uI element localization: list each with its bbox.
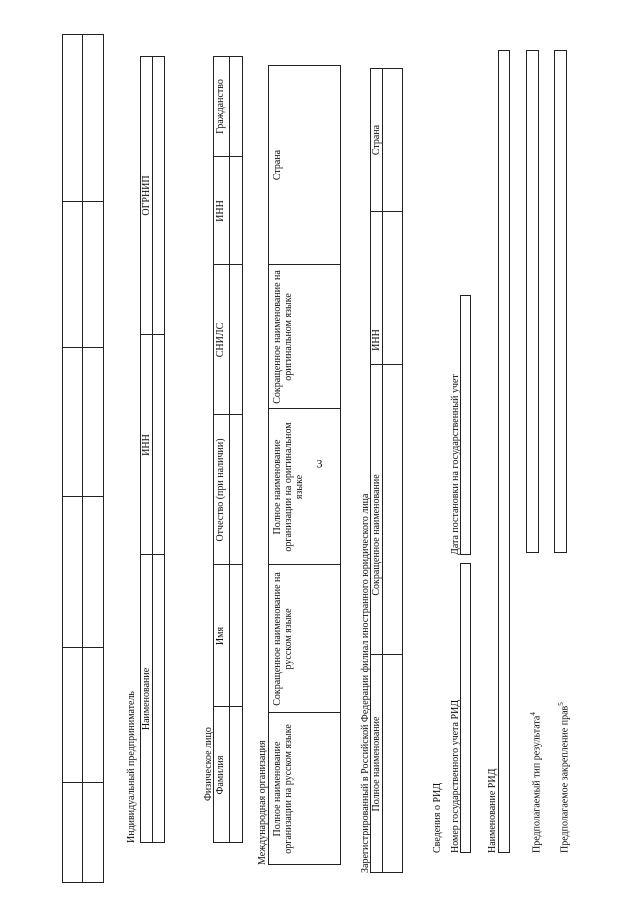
io-col-line bbox=[268, 408, 341, 409]
ind-col-snils: СНИЛС bbox=[215, 322, 226, 358]
rid-result-type-field[interactable] bbox=[526, 50, 539, 553]
rid-rights-label bbox=[556, 702, 570, 853]
rid-registration-date-label: Дата постановки на государственный учет bbox=[450, 374, 461, 555]
rid-result-type-label bbox=[528, 712, 542, 853]
io-col-line bbox=[268, 564, 341, 565]
io-col-full-name-ru: Полное наименование организации на русском языке bbox=[272, 724, 294, 854]
international-org-title: Международная организация bbox=[257, 740, 268, 865]
footnote-marker: 4 bbox=[529, 712, 537, 716]
fb-col-inn: ИНН bbox=[371, 329, 382, 351]
io-col-short-name-orig: Сокращенное наименование на оригинальном языке bbox=[272, 270, 294, 404]
continuation-col-line bbox=[62, 496, 104, 497]
rid-result-type-label-text: Предполагаемый тип результата bbox=[531, 715, 543, 853]
fb-col-country: Страна bbox=[371, 124, 382, 156]
ind-col-name: Имя bbox=[215, 626, 226, 646]
foreign-branch-title: Зарегистрированный в Российской Федерации филиал иностранного юридического лица bbox=[360, 493, 371, 873]
page-number: 3 bbox=[316, 456, 323, 471]
rid-state-reg-number-field[interactable] bbox=[460, 563, 471, 853]
continuation-table-divider bbox=[82, 34, 83, 883]
rid-rights-label-text: Предполагаемое закрепление прав bbox=[559, 705, 571, 853]
continuation-col-line bbox=[62, 647, 104, 648]
ind-col-citizenship: Гражданство bbox=[215, 79, 226, 134]
fb-col-short-name: Сокращенное наименование bbox=[371, 474, 382, 596]
rid-registration-date-field[interactable] bbox=[460, 295, 471, 555]
rid-rights-field[interactable] bbox=[554, 50, 567, 553]
individual-title: Физическое лицо bbox=[203, 727, 214, 801]
ie-col-inn: ИНН bbox=[141, 434, 152, 456]
ind-col-patronymic: Отчество (при наличии) bbox=[215, 438, 226, 542]
ind-col-inn: ИНН bbox=[215, 200, 226, 222]
rid-state-reg-number-label: Номер государственного учета РИД bbox=[450, 699, 461, 853]
continuation-table bbox=[62, 34, 104, 883]
rid-name-label: Наименование РИД bbox=[487, 768, 498, 853]
footnote-marker: 5 bbox=[557, 702, 565, 706]
io-col-country: Страна bbox=[272, 149, 283, 181]
ind-header-divider bbox=[229, 56, 230, 843]
continuation-col-line bbox=[62, 201, 104, 202]
ie-col-name: Наименование bbox=[141, 667, 152, 731]
individual-entrepreneur-title: Индивидуальный предприниматель bbox=[126, 691, 137, 843]
ie-header-divider bbox=[152, 56, 153, 843]
ie-col-ogrnip: ОГРНИП bbox=[141, 175, 152, 216]
fb-col-full-name: Полное наименование bbox=[371, 716, 382, 812]
continuation-col-line bbox=[62, 347, 104, 348]
rid-info-title: Сведения о РИД bbox=[432, 782, 443, 853]
ind-col-surname: Фамилия bbox=[215, 755, 226, 795]
fb-header-divider bbox=[382, 68, 383, 873]
io-col-line bbox=[268, 712, 341, 713]
rid-name-field[interactable] bbox=[498, 50, 510, 853]
io-col-short-name-ru: Сокращенное наименование на русском языке bbox=[272, 572, 294, 706]
io-col-full-name-orig: Полное наименование организации на оригинальном языке bbox=[272, 422, 305, 552]
continuation-col-line bbox=[62, 782, 104, 783]
